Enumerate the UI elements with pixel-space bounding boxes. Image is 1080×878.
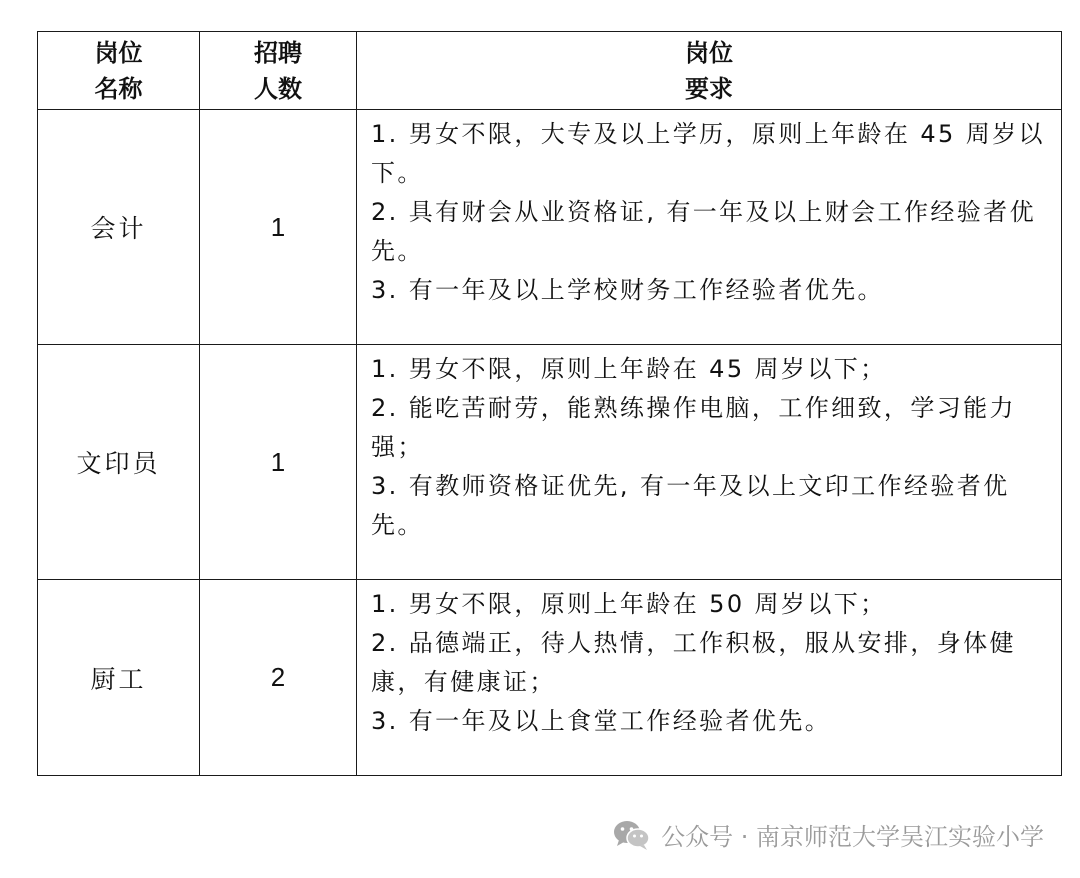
requirement-item: 2. 具有财会从业资格证, 有一年及以上财会工作经验者优先。 (371, 198, 1036, 265)
requirement-item: 1. 男女不限，原则上年龄在 50 周岁以下； (371, 590, 887, 618)
table-row (38, 110, 1062, 345)
wechat-account-watermark (613, 817, 1044, 852)
position-name: 厨工 (38, 580, 200, 776)
position-name: 会计 (38, 110, 200, 345)
requirement-item: 1. 男女不限，大专及以上学历，原则上年龄在 45 周岁以下。 (371, 120, 1045, 187)
headcount: 1 (200, 110, 357, 345)
requirements-cell (357, 345, 1062, 580)
job-requirements-table (37, 31, 1062, 776)
footer-account-text: 公众号 · 南京师范大学吴江实验小学 (661, 823, 1044, 851)
requirement-item: 3. 有教师资格证优先, 有一年及以上文印工作经验者优先。 (371, 472, 1010, 539)
headcount: 1 (200, 345, 357, 580)
table-row (38, 580, 1062, 776)
position-name: 文印员 (38, 345, 200, 580)
requirement-item: 3. 有一年及以上学校财务工作经验者优先。 (371, 276, 884, 304)
requirement-item: 3. 有一年及以上食堂工作经验者优先。 (371, 707, 832, 735)
requirement-item: 2. 能吃苦耐劳，能熟练操作电脑，工作细致，学习能力强； (371, 394, 1016, 461)
wechat-icon (613, 819, 651, 851)
requirement-item: 1. 男女不限，原则上年龄在 45 周岁以下； (371, 355, 887, 383)
table-row (38, 345, 1062, 580)
header-headcount: 招聘 人数 (200, 32, 357, 110)
requirements-cell (357, 110, 1062, 345)
requirement-item: 2. 品德端正，待人热情，工作积极，服从安排，身体健康，有健康证； (371, 629, 1016, 696)
header-position-name: 岗位 名称 (38, 32, 200, 110)
table-header-row (38, 32, 1062, 110)
header-requirements: 岗位 要求 (357, 32, 1062, 110)
headcount: 2 (200, 580, 357, 776)
requirements-cell (357, 580, 1062, 776)
